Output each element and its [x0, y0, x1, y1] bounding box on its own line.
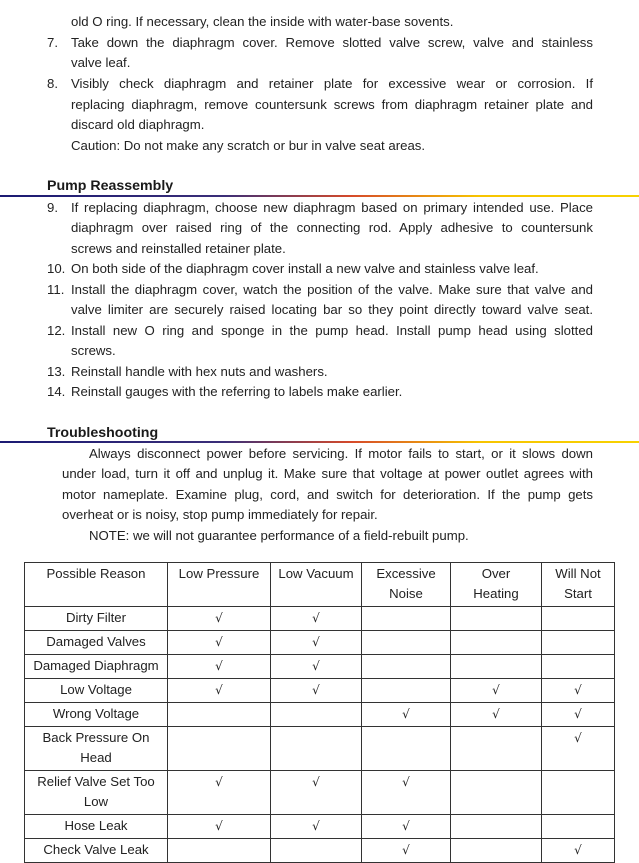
reason-cell: Low Voltage: [25, 679, 168, 703]
will-not-start-cell: [542, 655, 615, 679]
low-pressure-cell: [168, 655, 271, 679]
list-number: 7.: [47, 35, 58, 50]
over-heating-cell: [451, 607, 542, 631]
check-mark: √: [402, 843, 410, 857]
text-line: Reinstall handle with hex nuts and washers.: [71, 364, 328, 379]
check-mark: √: [215, 775, 223, 789]
header-low-pressure: Low Pressure: [168, 563, 271, 607]
excessive-noise-cell: [362, 727, 451, 771]
reason-cell: Damaged Valves: [25, 631, 168, 655]
table-body: [25, 607, 615, 863]
check-mark: √: [215, 659, 223, 673]
header-will-not-start: Will Not Start: [542, 563, 615, 607]
will-not-start-cell: [542, 727, 615, 771]
will-not-start-cell: [542, 771, 615, 815]
low-pressure-cell: [168, 771, 271, 815]
text-line: valve limiter are securely raised locating bar so they point directly toward valve seat.: [71, 302, 593, 317]
will-not-start-cell: [542, 607, 615, 631]
check-mark: √: [402, 775, 410, 789]
text-line: diaphragm over raised ring of the connecting rod. Apply adhesive to countersunk: [71, 220, 593, 235]
over-heating-cell: [451, 631, 542, 655]
low-pressure-cell: [168, 607, 271, 631]
table-row: [25, 703, 615, 727]
text-line: Take down the diaphragm cover. Remove slotted valve screw, valve and stainless: [71, 35, 593, 50]
list-number: 10.: [47, 261, 66, 276]
low-vacuum-cell: [271, 607, 362, 631]
low-vacuum-cell: [271, 655, 362, 679]
low-vacuum-cell: [271, 815, 362, 839]
check-mark: √: [402, 819, 410, 833]
reason-cell: Damaged Diaphragm: [25, 655, 168, 679]
caution-text: Caution: Do not make any scratch or bur in valve seat areas.: [71, 138, 426, 153]
header-low-vacuum: Low Vacuum: [271, 563, 362, 607]
note-text: NOTE: we will not guarantee performance of a field-rebuilt pump.: [89, 528, 469, 543]
reason-cell: Check Valve Leak: [25, 839, 168, 863]
excessive-noise-cell: [362, 703, 451, 727]
text-line: Reinstall gauges with the referring to labels make earlier.: [71, 384, 403, 399]
section-divider: [0, 195, 639, 197]
low-vacuum-cell: [271, 839, 362, 863]
header-excessive-noise: Excessive Noise: [362, 563, 451, 607]
low-vacuum-cell: [271, 771, 362, 815]
check-mark: √: [574, 843, 582, 857]
text-line: replacing diaphragm, remove countersunk screws from diaphragm retainer plate and: [71, 97, 593, 112]
table-row: [25, 655, 615, 679]
text-line: If replacing diaphragm, choose new diaphragm based on primary intended use. Place: [71, 200, 593, 215]
text-line: overheat or is noisy, stop pump immediately for repair.: [62, 507, 378, 522]
table-row: [25, 727, 615, 771]
over-heating-cell: [451, 771, 542, 815]
check-mark: √: [215, 683, 223, 697]
check-mark: √: [312, 611, 320, 625]
over-heating-cell: [451, 839, 542, 863]
text-line: old O ring. If necessary, clean the inside with water-base sovents.: [71, 14, 454, 29]
will-not-start-cell: [542, 703, 615, 727]
check-mark: √: [312, 635, 320, 649]
will-not-start-cell: [542, 839, 615, 863]
list-number: 8.: [47, 76, 58, 91]
text-line: Install the diaphragm cover, watch the position of the valve. Make sure that valve and: [71, 282, 593, 297]
low-vacuum-cell: [271, 631, 362, 655]
header-over-heating: Over Heating: [451, 563, 542, 607]
troubleshooting-table: [24, 562, 615, 863]
over-heating-cell: [451, 679, 542, 703]
section-heading: Pump Reassembly: [47, 178, 174, 194]
list-number: 12.: [47, 323, 66, 338]
low-pressure-cell: [168, 727, 271, 771]
check-mark: √: [215, 819, 223, 833]
table-row: [25, 679, 615, 703]
list-number: 14.: [47, 384, 66, 399]
check-mark: √: [312, 775, 320, 789]
text-line: Always disconnect power before servicing. If motor fails to start, or it slows down: [89, 446, 593, 461]
excessive-noise-cell: [362, 607, 451, 631]
text-line: Visibly check diaphragm and retainer plate for excessive wear or corrosion. If: [71, 76, 593, 91]
header-possible-reason: Possible Reason: [25, 563, 168, 607]
over-heating-cell: [451, 727, 542, 771]
reason-cell: Relief Valve Set Too Low: [25, 771, 168, 815]
will-not-start-cell: [542, 679, 615, 703]
check-mark: √: [215, 611, 223, 625]
table-row: [25, 815, 615, 839]
over-heating-cell: [451, 655, 542, 679]
table-row: [25, 607, 615, 631]
low-pressure-cell: [168, 815, 271, 839]
table-row: [25, 771, 615, 815]
check-mark: √: [574, 731, 582, 745]
excessive-noise-cell: [362, 679, 451, 703]
list-number: 11.: [47, 282, 65, 297]
check-mark: √: [492, 683, 500, 697]
reason-cell: Hose Leak: [25, 815, 168, 839]
will-not-start-cell: [542, 815, 615, 839]
check-mark: √: [215, 635, 223, 649]
over-heating-cell: [451, 815, 542, 839]
check-mark: √: [492, 707, 500, 721]
text-line: On both side of the diaphragm cover install a new valve and stainless valve leaf.: [71, 261, 539, 276]
text-line: valve leaf.: [71, 55, 131, 70]
excessive-noise-cell: [362, 771, 451, 815]
excessive-noise-cell: [362, 815, 451, 839]
text-line: under load, turn it off and unplug it. Make sure that voltage at power outlet agrees with: [62, 466, 593, 481]
check-mark: √: [312, 659, 320, 673]
check-mark: √: [402, 707, 410, 721]
reason-cell: Wrong Voltage: [25, 703, 168, 727]
section-divider: [0, 441, 639, 443]
low-vacuum-cell: [271, 703, 362, 727]
reason-cell: Dirty Filter: [25, 607, 168, 631]
low-pressure-cell: [168, 631, 271, 655]
list-number: 13.: [47, 364, 66, 379]
will-not-start-cell: [542, 631, 615, 655]
low-vacuum-cell: [271, 679, 362, 703]
check-mark: √: [574, 683, 582, 697]
text-line: screws and reinstalled retainer plate.: [71, 241, 286, 256]
check-mark: √: [312, 819, 320, 833]
text-line: motor nameplate. Examine plug, cord, and switch for deterioration. If the pump gets: [62, 487, 593, 502]
excessive-noise-cell: [362, 839, 451, 863]
check-mark: √: [312, 683, 320, 697]
low-pressure-cell: [168, 679, 271, 703]
table-header-row: [25, 563, 615, 607]
list-number: 9.: [47, 200, 58, 215]
reason-cell: Back Pressure On Head: [25, 727, 168, 771]
table-row: [25, 631, 615, 655]
check-mark: √: [574, 707, 582, 721]
section-heading: Troubleshooting: [47, 425, 159, 441]
low-pressure-cell: [168, 839, 271, 863]
excessive-noise-cell: [362, 655, 451, 679]
text-line: screws.: [71, 343, 116, 358]
table-row: [25, 839, 615, 863]
low-vacuum-cell: [271, 727, 362, 771]
excessive-noise-cell: [362, 631, 451, 655]
low-pressure-cell: [168, 703, 271, 727]
text-line: discard old diaphragm.: [71, 117, 205, 132]
text-line: Install new O ring and sponge in the pump head. Install pump head using slotted: [71, 323, 593, 338]
over-heating-cell: [451, 703, 542, 727]
